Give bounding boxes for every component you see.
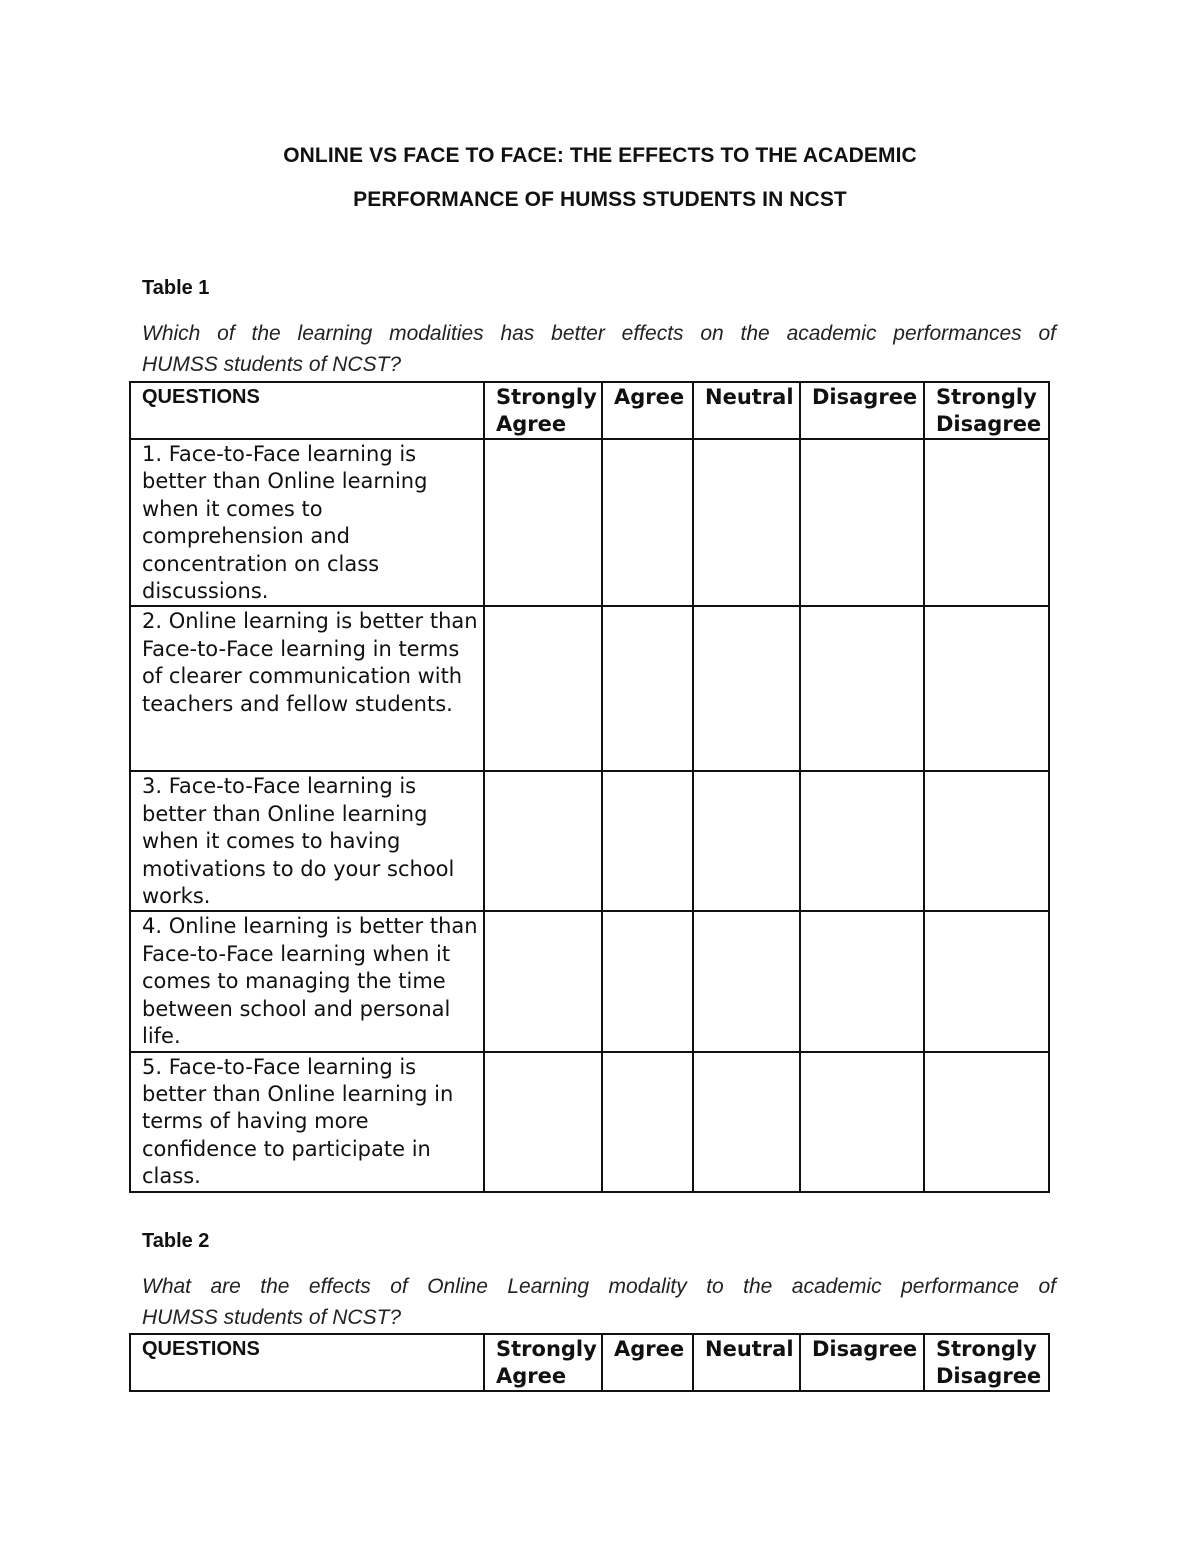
table-1-caption-line-1: Which of the learning modalities has better effects on the academic performances of: [142, 322, 1056, 345]
question-cell: 4. Online learning is better than Face-to-Face learning when it comes to managing the time between school and personal life.: [130, 911, 484, 1051]
column-header-questions: QUESTIONS: [130, 1334, 484, 1391]
table-header-row: [130, 1334, 1049, 1391]
answer-cell-agree[interactable]: [602, 606, 693, 771]
answer-cell-agree[interactable]: [602, 771, 693, 911]
table-1-heading: Table 1: [142, 277, 210, 299]
column-header-questions: QUESTIONS: [130, 382, 484, 439]
answer-cell-strongly-agree[interactable]: [484, 771, 602, 911]
answer-cell-disagree[interactable]: [800, 771, 924, 911]
table-2-caption-line-2: HUMSS students of NCST?: [142, 1306, 402, 1329]
question-cell: 3. Face-to-Face learning is better than Online learning when it comes to having motivations to do your school works.: [130, 771, 484, 911]
table-row: [130, 771, 1049, 911]
answer-cell-strongly-disagree[interactable]: [924, 1052, 1049, 1192]
column-header-strongly-agree: Strongly Agree: [484, 382, 602, 439]
answer-cell-neutral[interactable]: [693, 606, 800, 771]
table-2-caption-line-1: What are the effects of Online Learning modality to the academic performance of: [142, 1275, 1056, 1298]
table-2-caption: [142, 1271, 1056, 1333]
answer-cell-strongly-disagree[interactable]: [924, 911, 1049, 1051]
table-row: [130, 439, 1049, 606]
answer-cell-agree[interactable]: [602, 911, 693, 1051]
column-header-neutral: Neutral: [693, 382, 800, 439]
table-row: [130, 1052, 1049, 1192]
column-header-disagree: Disagree: [800, 1334, 924, 1391]
column-header-strongly-disagree: Strongly Disagree: [924, 382, 1049, 439]
answer-cell-neutral[interactable]: [693, 439, 800, 606]
column-header-strongly-disagree: Strongly Disagree: [924, 1334, 1049, 1391]
column-header-agree: Agree: [602, 382, 693, 439]
answer-cell-disagree[interactable]: [800, 911, 924, 1051]
answer-cell-neutral[interactable]: [693, 771, 800, 911]
table-2: [129, 1333, 1050, 1392]
answer-cell-neutral[interactable]: [693, 911, 800, 1051]
answer-cell-neutral[interactable]: [693, 1052, 800, 1192]
answer-cell-agree[interactable]: [602, 439, 693, 606]
table-1-caption: [142, 318, 1056, 380]
answer-cell-strongly-agree[interactable]: [484, 911, 602, 1051]
column-header-agree: Agree: [602, 1334, 693, 1391]
column-header-neutral: Neutral: [693, 1334, 800, 1391]
answer-cell-agree[interactable]: [602, 1052, 693, 1192]
table-header-row: [130, 382, 1049, 439]
answer-cell-strongly-agree[interactable]: [484, 606, 602, 771]
answer-cell-strongly-disagree[interactable]: [924, 606, 1049, 771]
answer-cell-strongly-agree[interactable]: [484, 439, 602, 606]
answer-cell-strongly-disagree[interactable]: [924, 771, 1049, 911]
column-header-disagree: Disagree: [800, 382, 924, 439]
table-1: [129, 381, 1050, 1193]
column-header-strongly-agree: Strongly Agree: [484, 1334, 602, 1391]
question-cell: 5. Face-to-Face learning is better than Online learning in terms of having more confidence to participate in class.: [130, 1052, 484, 1192]
document-title-line-2: PERFORMANCE OF HUMSS STUDENTS IN NCST: [353, 188, 847, 211]
answer-cell-disagree[interactable]: [800, 439, 924, 606]
question-cell: 1. Face-to-Face learning is better than Online learning when it comes to comprehension and concentration on class discussions.: [130, 439, 484, 606]
answer-cell-disagree[interactable]: [800, 1052, 924, 1192]
document-title-line-1: ONLINE VS FACE TO FACE: THE EFFECTS TO THE ACADEMIC: [283, 144, 917, 167]
table-row: [130, 606, 1049, 771]
answer-cell-strongly-agree[interactable]: [484, 1052, 602, 1192]
answer-cell-strongly-disagree[interactable]: [924, 439, 1049, 606]
table-2-heading: Table 2: [142, 1230, 210, 1252]
table-1-caption-line-2: HUMSS students of NCST?: [142, 353, 402, 376]
question-cell: 2. Online learning is better than Face-to-Face learning in terms of clearer communication with teachers and fellow students.: [130, 606, 484, 771]
table-row: [130, 911, 1049, 1051]
answer-cell-disagree[interactable]: [800, 606, 924, 771]
